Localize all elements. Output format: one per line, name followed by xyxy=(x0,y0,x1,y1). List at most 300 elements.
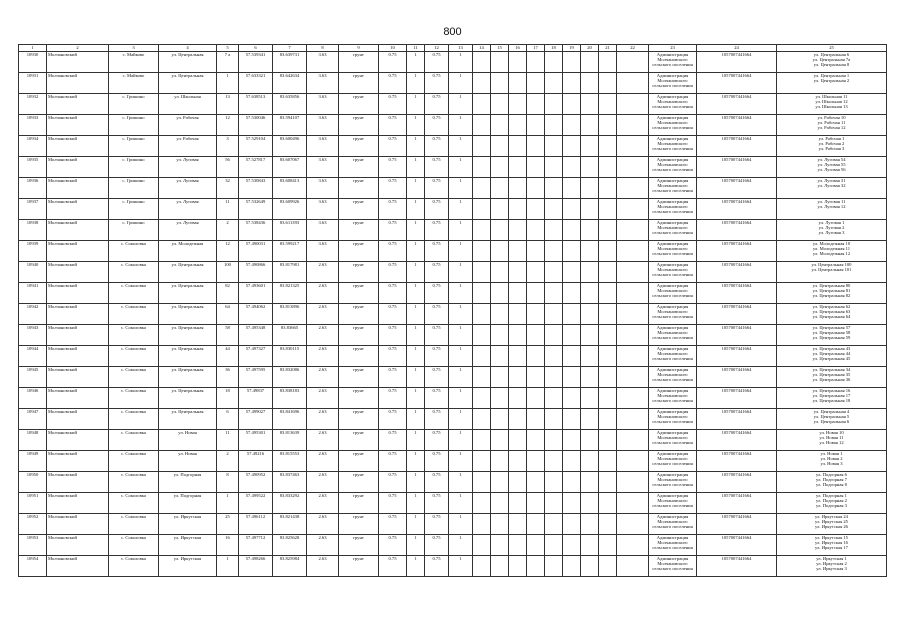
table-cell xyxy=(491,115,509,136)
table-cell: с. Майково xyxy=(109,73,159,94)
table-cell: Молчановский xyxy=(47,325,109,346)
table-cell xyxy=(545,514,563,535)
table-cell: Молчановский xyxy=(47,367,109,388)
table-cell: 1057007441664 xyxy=(697,73,777,94)
address-line: ул. Центральная 1 xyxy=(813,73,850,78)
table-cell: 57.497327 xyxy=(239,346,273,367)
owner-line: Администрация xyxy=(656,199,689,204)
table-row xyxy=(19,52,887,73)
table-cell: 1057007441664 xyxy=(697,115,777,136)
table-cell: 1 xyxy=(407,73,425,94)
table-cell xyxy=(617,409,649,430)
table-cell: 13 xyxy=(217,94,239,115)
table-row xyxy=(19,472,887,493)
table-cell: 1 xyxy=(217,556,239,577)
address-line: ул. Центральная 6 xyxy=(813,419,850,425)
table-cell xyxy=(777,157,887,178)
table-cell: 1 xyxy=(449,241,473,262)
table-cell: 2 xyxy=(217,220,239,241)
table-cell xyxy=(581,367,599,388)
table-cell: 2.63 xyxy=(307,493,339,514)
owner-line: Администрация xyxy=(656,73,689,78)
table-cell xyxy=(599,136,617,157)
table-cell: с. Соколовка xyxy=(109,451,159,472)
address-line: ул. Луговая 2 xyxy=(818,225,845,231)
owner-line: сельского поселения xyxy=(652,146,693,152)
table-cell xyxy=(777,451,887,472)
table-cell: 0.75 xyxy=(425,388,449,409)
table-cell: с. Соколовка xyxy=(109,346,159,367)
table-cell xyxy=(509,157,527,178)
table-row xyxy=(19,346,887,367)
table-cell: 10945 xyxy=(19,367,47,388)
address-line: ул. Луговая 3 xyxy=(818,230,845,236)
table-cell xyxy=(509,94,527,115)
table-cell: с. Соколовка xyxy=(109,241,159,262)
table-cell xyxy=(491,556,509,577)
table-cell xyxy=(581,388,599,409)
table-cell xyxy=(473,409,491,430)
table-cell: 1 xyxy=(449,73,473,94)
table-cell xyxy=(617,262,649,283)
table-cell: 0.75 xyxy=(379,472,407,493)
table-cell: 57.529104 xyxy=(239,136,273,157)
column-number: 19 xyxy=(563,45,581,52)
owner-line: Администрация xyxy=(656,514,689,519)
table-cell: 0.75 xyxy=(379,514,407,535)
table-cell xyxy=(545,52,563,73)
table-cell: 10944 xyxy=(19,346,47,367)
table-cell: 0.75 xyxy=(379,346,407,367)
table-cell: с. Соколовка xyxy=(109,283,159,304)
column-number: 21 xyxy=(599,45,617,52)
table-cell: 1057007441664 xyxy=(697,157,777,178)
table-cell xyxy=(491,388,509,409)
address-line: ул. Луговая 54 xyxy=(817,157,846,162)
table-cell: с. Гришино xyxy=(109,220,159,241)
table-cell: грунт xyxy=(339,178,379,199)
table-cell xyxy=(509,73,527,94)
column-number: 20 xyxy=(581,45,599,52)
table-cell xyxy=(777,283,887,304)
table-cell: 2.63 xyxy=(307,535,339,556)
table-cell xyxy=(581,346,599,367)
table-cell xyxy=(563,304,581,325)
table-cell: 83.609926 xyxy=(273,199,307,220)
table-cell xyxy=(581,241,599,262)
table-cell xyxy=(473,283,491,304)
table-cell xyxy=(491,73,509,94)
table-cell: 1 xyxy=(407,115,425,136)
table-cell: 1 xyxy=(407,283,425,304)
table-cell xyxy=(527,115,545,136)
owner-line: сельского поселения xyxy=(652,545,693,551)
table-cell xyxy=(545,178,563,199)
table-cell: 57.499027 xyxy=(239,409,273,430)
table-cell xyxy=(649,514,697,535)
table-cell xyxy=(545,262,563,283)
table-cell: 0.75 xyxy=(425,178,449,199)
table-cell xyxy=(473,430,491,451)
address-line: ул. Луговая 12 xyxy=(817,204,846,210)
table-cell xyxy=(581,325,599,346)
table-cell: 0.75 xyxy=(379,430,407,451)
table-cell xyxy=(617,451,649,472)
table-cell: 1 xyxy=(407,304,425,325)
address-line: ул. Школьная 12 xyxy=(815,99,848,105)
table-cell: 83.830115 xyxy=(273,346,307,367)
address-line: ул. Центральная 6 xyxy=(813,52,850,57)
table-cell xyxy=(563,115,581,136)
table-cell: 57.49837 xyxy=(239,388,273,409)
table-cell xyxy=(509,409,527,430)
table-cell: 0.75 xyxy=(379,388,407,409)
table-cell: 83.841696 xyxy=(273,409,307,430)
table-cell: ул. Центральная xyxy=(159,283,217,304)
owner-line: Молчановского xyxy=(657,120,688,126)
address-line: ул. Новая 1 xyxy=(820,451,843,456)
table-cell: 57.530046 xyxy=(239,115,273,136)
table-cell xyxy=(777,73,887,94)
table-cell: 16 xyxy=(217,535,239,556)
table-cell: ул. Центральная xyxy=(159,325,217,346)
table-cell xyxy=(509,514,527,535)
table-cell: 1 xyxy=(407,535,425,556)
column-number: 12 xyxy=(425,45,449,52)
address-line: ул. Центральная 4 xyxy=(813,409,850,414)
table-cell: 0.75 xyxy=(425,283,449,304)
owner-line: сельского поселения xyxy=(652,419,693,425)
table-cell: 83.821438 xyxy=(273,514,307,535)
table-cell xyxy=(599,514,617,535)
address-line: ул. Иркутская 2 xyxy=(816,561,847,567)
table-cell: 1057007441664 xyxy=(697,493,777,514)
table-cell xyxy=(509,178,527,199)
table-cell xyxy=(563,367,581,388)
table-cell: 0.75 xyxy=(425,157,449,178)
table-cell xyxy=(777,535,887,556)
table-cell: ул. Центральная xyxy=(159,409,217,430)
table-cell xyxy=(777,199,887,220)
table-row xyxy=(19,136,887,157)
table-cell: 0.75 xyxy=(425,199,449,220)
table-cell: 57.494062 xyxy=(239,304,273,325)
table-cell: 0.75 xyxy=(379,178,407,199)
address-line: ул. Рабочая 10 xyxy=(817,115,846,120)
table-cell: 57.498266 xyxy=(239,556,273,577)
table-cell: 0.75 xyxy=(425,430,449,451)
table-cell xyxy=(473,304,491,325)
column-number: 2 xyxy=(47,45,109,52)
owner-line: Молчановского xyxy=(657,519,688,525)
table-cell xyxy=(599,178,617,199)
table-cell xyxy=(527,73,545,94)
owner-line: Администрация xyxy=(656,178,689,183)
table-cell: 1 xyxy=(217,493,239,514)
table-cell: грунт xyxy=(339,556,379,577)
table-cell: 11 xyxy=(217,199,239,220)
table-cell: 1057007441664 xyxy=(697,325,777,346)
table-cell xyxy=(509,451,527,472)
table-cell xyxy=(777,409,887,430)
table-cell: 3.63 xyxy=(307,94,339,115)
table-cell xyxy=(473,346,491,367)
table-cell: 83.639731 xyxy=(273,52,307,73)
table-cell: грунт xyxy=(339,472,379,493)
table-cell xyxy=(473,241,491,262)
table-cell: 57.527817 xyxy=(239,157,273,178)
address-line: ул. Новая 11 xyxy=(819,435,844,441)
address-line: ул. Центральная 62 xyxy=(812,304,851,309)
table-cell xyxy=(527,472,545,493)
table-cell: 0.75 xyxy=(425,115,449,136)
table-cell: 83.832086 xyxy=(273,367,307,388)
table-cell: грунт xyxy=(339,325,379,346)
table-cell: Молчановский xyxy=(47,94,109,115)
address-line: ул. Новая 12 xyxy=(819,440,844,446)
table-cell: 0.75 xyxy=(425,514,449,535)
table-cell xyxy=(473,388,491,409)
address-line: ул. Центральная 58 xyxy=(812,330,851,336)
table-cell: 10947 xyxy=(19,409,47,430)
table-cell: грунт xyxy=(339,304,379,325)
owner-line: сельского поселения xyxy=(652,62,693,68)
table-cell: 83.838183 xyxy=(273,388,307,409)
table-cell xyxy=(491,451,509,472)
address-line: ул. Подгорная 1 xyxy=(816,493,847,498)
table-cell: 2 xyxy=(217,451,239,472)
table-cell: с. Соколовка xyxy=(109,325,159,346)
column-number: 8 xyxy=(307,45,339,52)
table-cell: 1057007441664 xyxy=(697,304,777,325)
table-cell xyxy=(563,472,581,493)
table-cell: 2.63 xyxy=(307,451,339,472)
owner-line: сельского поселения xyxy=(652,167,693,173)
table-cell xyxy=(777,220,887,241)
table-cell: 83.825984 xyxy=(273,556,307,577)
owner-line: сельского поселения xyxy=(652,125,693,131)
table-cell: 12 xyxy=(217,241,239,262)
table-cell: 8 xyxy=(217,472,239,493)
owner-line: Администрация xyxy=(656,157,689,162)
table-cell xyxy=(599,367,617,388)
table-cell xyxy=(473,178,491,199)
table-cell: ул. Центральная xyxy=(159,388,217,409)
table-cell: 10946 xyxy=(19,388,47,409)
table-cell xyxy=(617,346,649,367)
table-cell: ул. Луговая xyxy=(159,178,217,199)
table-cell xyxy=(545,220,563,241)
table-cell: 1 xyxy=(449,514,473,535)
table-cell: Молчановский xyxy=(47,472,109,493)
table-row xyxy=(19,535,887,556)
table-cell: 1 xyxy=(407,199,425,220)
table-cell xyxy=(777,346,887,367)
table-cell: 0.75 xyxy=(425,535,449,556)
table-cell: ул. Иркутская xyxy=(159,535,217,556)
table-cell: 1 xyxy=(449,262,473,283)
table-cell: ул. Центральная xyxy=(159,52,217,73)
owner-line: сельского поселения xyxy=(652,356,693,362)
table-cell xyxy=(563,409,581,430)
column-number: 7 xyxy=(273,45,307,52)
table-cell xyxy=(581,73,599,94)
table-cell xyxy=(581,115,599,136)
table-cell: 57.538436 xyxy=(239,220,273,241)
table-cell: 57.499522 xyxy=(239,493,273,514)
table-cell xyxy=(473,115,491,136)
table-cell: Молчановский xyxy=(47,199,109,220)
table-cell: 3.63 xyxy=(307,136,339,157)
table-cell xyxy=(545,367,563,388)
table-cell xyxy=(617,430,649,451)
table-cell xyxy=(563,178,581,199)
owner-line: Молчановского xyxy=(657,141,688,147)
table-cell: грунт xyxy=(339,367,379,388)
table-cell: 83.607067 xyxy=(273,157,307,178)
table-cell xyxy=(545,199,563,220)
table-cell: 1057007441664 xyxy=(697,199,777,220)
table-cell: 1 xyxy=(449,283,473,304)
table-cell: 83.642634 xyxy=(273,73,307,94)
table-cell xyxy=(599,451,617,472)
address-line: ул. Рабочая 1 xyxy=(818,136,845,141)
table-cell: Молчановский xyxy=(47,52,109,73)
table-cell: 1057007441664 xyxy=(697,472,777,493)
owner-line: Молчановского xyxy=(657,267,688,273)
table-cell xyxy=(599,52,617,73)
table-cell xyxy=(617,136,649,157)
table-cell: ул. Иркутская xyxy=(159,514,217,535)
owner-line: Молчановского xyxy=(657,498,688,504)
table-cell xyxy=(617,220,649,241)
table-cell: 10949 xyxy=(19,451,47,472)
table-cell: ул. Центральная xyxy=(159,262,217,283)
table-cell xyxy=(777,514,887,535)
table-cell xyxy=(491,304,509,325)
table-cell: 83.83665 xyxy=(273,325,307,346)
address-line: ул. Центральная 2 xyxy=(813,78,850,84)
table-cell: 83.813639 xyxy=(273,430,307,451)
column-number: 24 xyxy=(697,45,777,52)
table-cell xyxy=(491,241,509,262)
owner-line: Администрация xyxy=(656,52,689,57)
table-cell xyxy=(545,157,563,178)
table-cell xyxy=(545,115,563,136)
table-row xyxy=(19,325,887,346)
table-row xyxy=(19,514,887,535)
table-cell: ул. Новая xyxy=(159,430,217,451)
table-cell: 1 xyxy=(407,409,425,430)
table-cell xyxy=(527,325,545,346)
table-cell xyxy=(509,325,527,346)
table-cell: с. Соколовка xyxy=(109,514,159,535)
table-cell: Молчановский xyxy=(47,535,109,556)
table-cell: 0.75 xyxy=(379,556,407,577)
table-cell: ул. Рабочая xyxy=(159,115,217,136)
table-cell: 3.63 xyxy=(307,220,339,241)
table-cell xyxy=(491,367,509,388)
table-cell: с. Гришино xyxy=(109,94,159,115)
owner-line: Молчановского xyxy=(657,372,688,378)
table-cell xyxy=(777,304,887,325)
table-cell: ул. Школьная xyxy=(159,94,217,115)
table-cell xyxy=(473,367,491,388)
table-cell: 10952 xyxy=(19,514,47,535)
table-cell: 10932 xyxy=(19,94,47,115)
column-number: 10 xyxy=(379,45,407,52)
table-cell xyxy=(581,556,599,577)
table-cell xyxy=(563,346,581,367)
table-cell xyxy=(617,472,649,493)
table-cell: 10930 xyxy=(19,52,47,73)
table-cell: 2.63 xyxy=(307,514,339,535)
table-cell xyxy=(599,241,617,262)
table-cell xyxy=(649,367,697,388)
table-cell xyxy=(649,325,697,346)
owner-line: Молчановского xyxy=(657,204,688,210)
table-cell: 3.63 xyxy=(307,241,339,262)
address-line: ул. Центральная 80 xyxy=(812,283,851,288)
table-cell: 57.490031 xyxy=(239,241,273,262)
table-cell xyxy=(563,325,581,346)
owner-line: Администрация xyxy=(656,241,689,246)
column-number: 23 xyxy=(649,45,697,52)
table-cell xyxy=(491,514,509,535)
table-cell: 1 xyxy=(449,409,473,430)
address-line: ул. Центральная 63 xyxy=(812,309,851,315)
table-cell xyxy=(473,157,491,178)
table-cell xyxy=(491,283,509,304)
table-cell: грунт xyxy=(339,493,379,514)
table-row xyxy=(19,199,887,220)
table-row xyxy=(19,94,887,115)
owner-line: Администрация xyxy=(656,325,689,330)
owner-line: Молчановского xyxy=(657,456,688,462)
table-cell: 0.75 xyxy=(379,199,407,220)
owner-line: Молчановского xyxy=(657,393,688,399)
table-cell: с. Соколовка xyxy=(109,388,159,409)
table-cell: ул. Луговая xyxy=(159,220,217,241)
address-line: ул. Новая 2 xyxy=(820,456,843,462)
table-cell: 0.75 xyxy=(425,346,449,367)
table-cell: 57.490866 xyxy=(239,262,273,283)
table-cell xyxy=(617,514,649,535)
table-cell: грунт xyxy=(339,115,379,136)
table-cell: грунт xyxy=(339,430,379,451)
table-cell xyxy=(617,52,649,73)
table-cell xyxy=(617,283,649,304)
table-cell: 1057007441664 xyxy=(697,220,777,241)
table-cell xyxy=(563,241,581,262)
owner-line: Молчановского xyxy=(657,225,688,231)
table-cell: Молчановский xyxy=(47,514,109,535)
table-cell: 1057007441664 xyxy=(697,136,777,157)
table-cell xyxy=(599,115,617,136)
table-cell xyxy=(649,472,697,493)
table-cell xyxy=(545,304,563,325)
table-cell: ул. Иркутская xyxy=(159,556,217,577)
table-cell: 83.825628 xyxy=(273,535,307,556)
table-cell: 1 xyxy=(449,52,473,73)
table-cell xyxy=(491,52,509,73)
address-line: ул. Иркутская 24 xyxy=(815,514,848,519)
table-cell xyxy=(491,199,509,220)
table-cell xyxy=(473,472,491,493)
address-line: ул. Молодежная 12 xyxy=(812,251,851,257)
table-cell: 0.75 xyxy=(379,304,407,325)
address-line: ул. Центральная 100 xyxy=(811,262,852,267)
